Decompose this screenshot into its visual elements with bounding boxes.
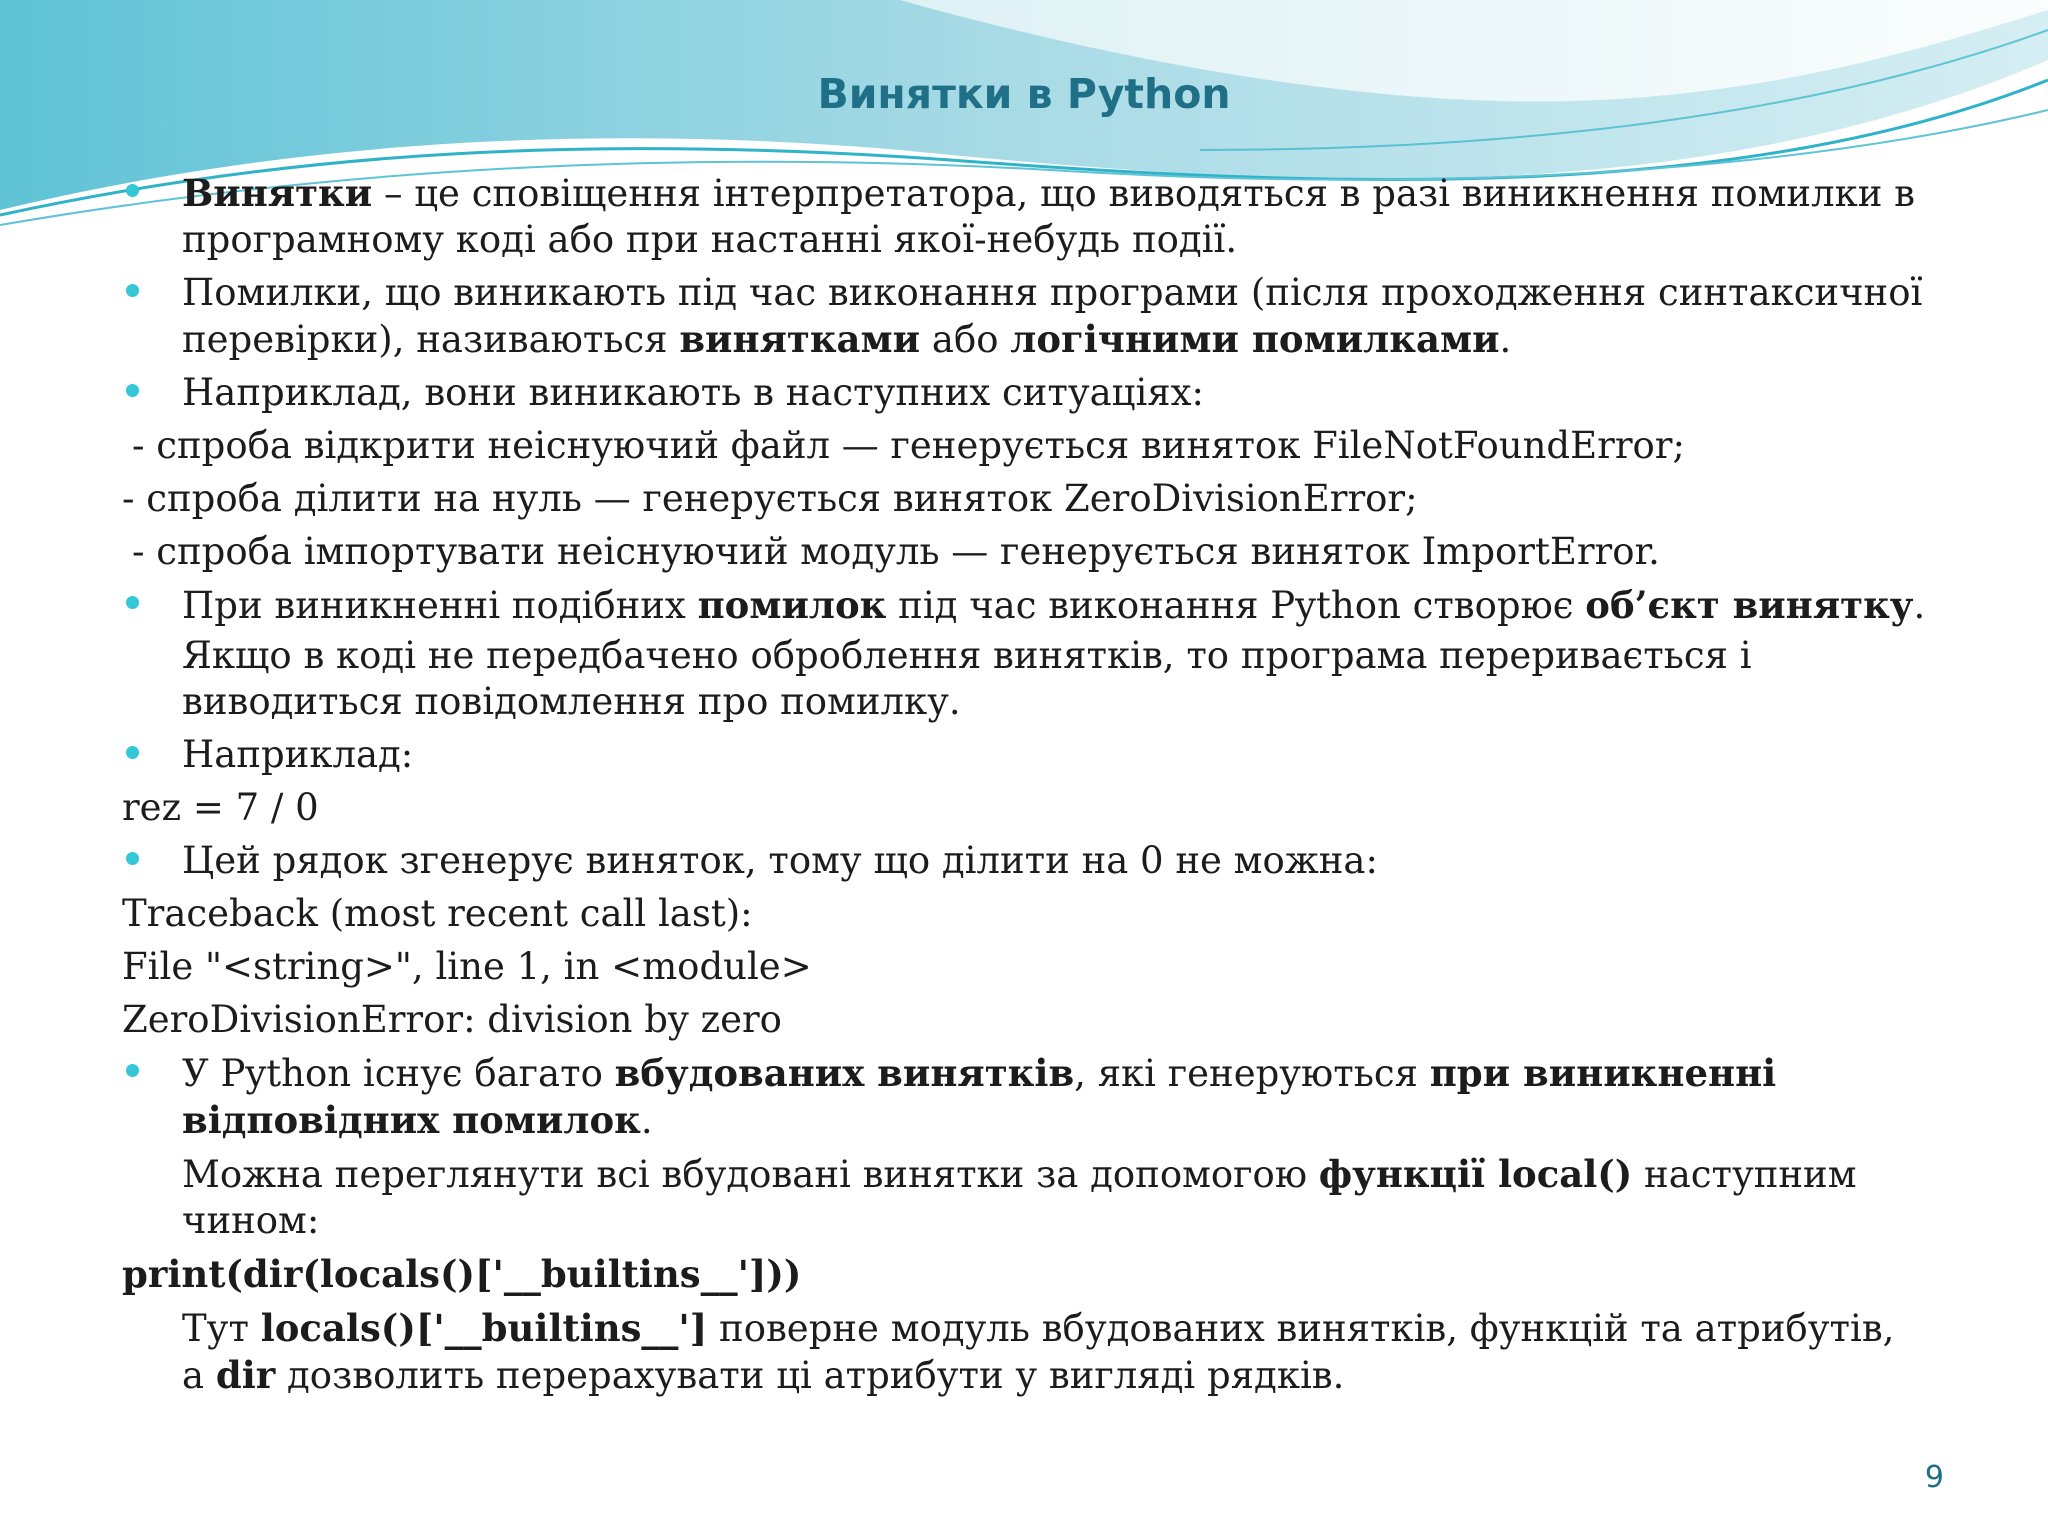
text: поверне модуль вбудованих винятків, функцій та атрибутів, а: [182, 1307, 1895, 1397]
text: .: [1499, 318, 1512, 361]
code-line: [0, 1251, 2048, 1298]
page-number: 9: [1924, 1460, 1944, 1495]
bold-term: при виникненні відповідних помилок: [182, 1051, 1777, 1142]
indented-paragraph: Якщо в коді не передбачено оброблення винятків, то програма переривається і виводиться повідомлення про помилку.: [182, 634, 1752, 723]
bullet-paragraph: [0, 1050, 2048, 1144]
bold-term: функції local(): [1318, 1152, 1633, 1196]
bold-term: винятками: [679, 317, 921, 361]
text: Тут: [182, 1307, 261, 1350]
text: або: [920, 318, 1011, 361]
bold-term: об’єкт винятку: [1585, 583, 1914, 627]
text: під час виконання Python створює: [886, 584, 1586, 627]
dash-item: - спроба ділити на нуль — генерується виняток ZeroDivisionError;: [122, 477, 1418, 520]
bullet-icon: [126, 596, 139, 609]
bullet-paragraph: [0, 582, 2048, 629]
text: .: [1913, 584, 1926, 627]
bold-term: помилок: [697, 583, 887, 627]
code-line: rez = 7 / 0: [122, 786, 319, 829]
bullet-paragraph: [0, 838, 2048, 884]
text: Помилки, що виникають під час виконання програми (після проходження синтаксичної перевірки), називаються: [182, 271, 1923, 361]
dash-item: - спроба імпортувати неіснуючий модуль — генерується виняток ImportError.: [132, 530, 1660, 573]
bold-term: locals()['__builtins__']: [260, 1306, 708, 1350]
slide-body: [0, 170, 2048, 1406]
text: У Python існує багато: [182, 1052, 615, 1095]
text: При виникненні подібних: [182, 584, 698, 627]
bullet-paragraph: [0, 370, 2048, 416]
bullet-paragraph: [0, 170, 2048, 263]
bold-term: вбудованих винятків: [614, 1051, 1075, 1095]
text: Цей рядок згенерує виняток, тому що ділити на 0 не можна:: [182, 839, 1378, 882]
bold-term: dir: [215, 1353, 276, 1397]
bold-code: print(dir(locals()['__builtins__'])): [122, 1252, 802, 1296]
bullet-icon: [126, 1064, 139, 1077]
traceback-line: ZeroDivisionError: division by zero: [122, 998, 782, 1041]
bullet-paragraph: [0, 270, 2048, 363]
bullet-paragraph: [0, 732, 2048, 778]
text: Наприклад, вони виникають в наступних ситуаціях:: [182, 371, 1204, 414]
indented-paragraph: [0, 1151, 2048, 1244]
traceback-line: Traceback (most recent call last):: [122, 892, 753, 935]
text: дозволить перерахувати ці атрибути у вигляді рядків.: [275, 1354, 1345, 1397]
bold-term: Винятки: [182, 171, 373, 215]
text: Можна переглянути всі вбудовані винятки за допомогою: [182, 1153, 1319, 1196]
bullet-icon: [126, 746, 139, 759]
bullet-icon: [126, 284, 139, 297]
bullet-icon: [126, 384, 139, 397]
bold-term: логічними помилками: [1010, 317, 1500, 361]
text: , які генеруються: [1074, 1052, 1430, 1095]
dash-item: - спроба відкрити неіснуючий файл — генерується виняток FileNotFoundError;: [132, 424, 1685, 467]
indented-paragraph: [0, 1305, 2048, 1399]
bullet-icon: [126, 852, 139, 865]
text: наступним чином:: [182, 1153, 1857, 1242]
text: – це сповіщення інтерпретатора, що виводяться в разі виникнення помилки в програмному коді або при настанні якої-небудь події.: [182, 172, 1915, 261]
traceback-line: File "<string>", line 1, in <module>: [122, 945, 812, 988]
text: Наприклад:: [182, 733, 414, 776]
text: .: [640, 1099, 653, 1142]
bullet-icon: [126, 184, 139, 197]
slide-title: Винятки в Python: [817, 70, 1231, 118]
